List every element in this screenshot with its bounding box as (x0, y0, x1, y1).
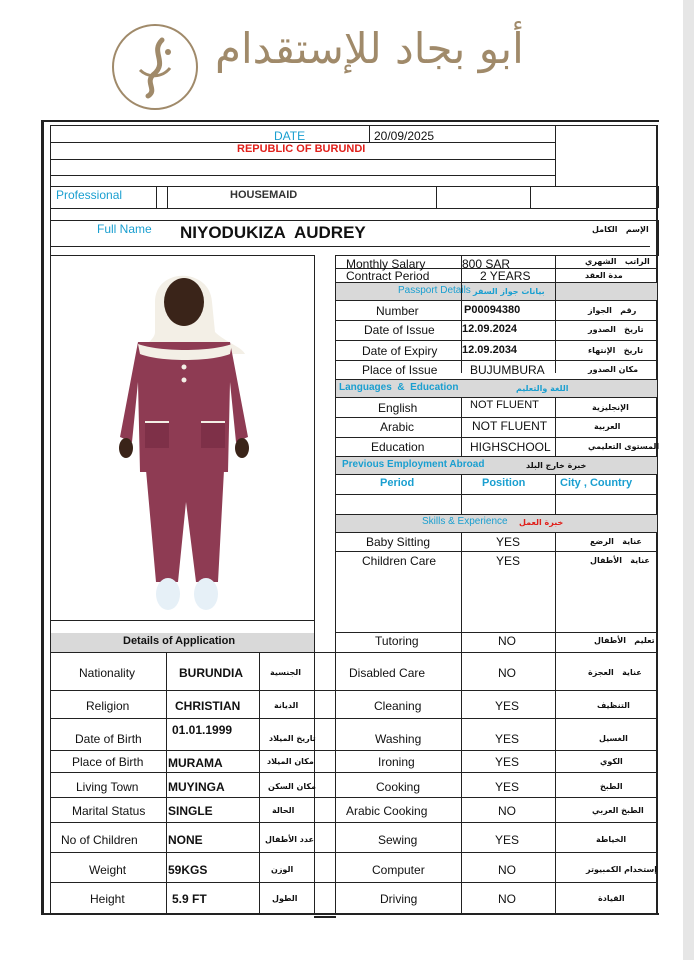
skill-label: Driving (380, 892, 418, 906)
skill-ar: التنظيف (597, 701, 630, 710)
passport-header-ar: بيانات جواز السفر (473, 287, 545, 296)
logo-emblem-icon (110, 22, 200, 112)
skill-value: NO (498, 634, 516, 648)
employment-col-position: Position (482, 477, 526, 489)
salary-label-ar: الراتب الشهري (585, 257, 650, 266)
detail-value: SINGLE (168, 804, 213, 818)
passport-number-ar: رقم الجواز (588, 306, 637, 315)
salary-value: 800 SAR (462, 257, 511, 271)
arabic-label: Arabic (380, 420, 415, 434)
issue-place-value: BUJUMBURA (470, 363, 545, 377)
skill-label: Disabled Care (349, 666, 426, 680)
profession-label: Professional (56, 188, 123, 202)
passport-number-value: P00094380 (464, 304, 521, 316)
detail-ar: الطول (272, 894, 298, 903)
skill-ar: عناية العجزة (588, 668, 642, 677)
skill-label: Children Care (362, 554, 437, 568)
issue-date-value: 12.09.2024 (462, 323, 518, 335)
skill-value: YES (495, 833, 520, 847)
skill-ar: القيادة (598, 894, 625, 903)
skill-ar: الطبخ (600, 782, 623, 791)
education-label: Education (371, 440, 425, 454)
employment-header-ar: خبرة خارج البلد (526, 461, 587, 470)
skill-label: Arabic Cooking (346, 804, 428, 818)
detail-ar: الديانة (274, 701, 299, 710)
detail-label: Living Town (76, 780, 139, 794)
detail-label: Religion (86, 699, 130, 713)
skill-label: Cleaning (374, 699, 422, 713)
expiry-date-ar: تاريخ الإنتهاء (588, 346, 644, 355)
detail-value: MUYINGA (168, 780, 225, 794)
skill-label: Washing (375, 732, 422, 746)
details-header: Details of Application (123, 635, 236, 647)
skill-value: YES (495, 755, 520, 769)
skill-value: YES (496, 535, 521, 549)
skill-ar: عناية الأطفال (590, 556, 650, 565)
employment-col-period: Period (380, 477, 415, 489)
detail-label: Weight (89, 863, 127, 877)
issue-date-label: Date of Issue (364, 323, 435, 337)
arabic-ar: العربية (594, 422, 621, 431)
contract-label-ar: مدة العقد (585, 271, 623, 280)
detail-value: 59KGS (168, 863, 208, 877)
candidate-photo (60, 262, 305, 617)
skill-value: YES (495, 732, 520, 746)
skill-ar: الخياطة (596, 835, 627, 844)
profession-value: HOUSEMAID (230, 189, 298, 201)
languages-header: Languages & Education (339, 382, 459, 393)
issue-date-ar: تاريخ الصدور (588, 325, 644, 334)
skills-header: Skills & Experience (422, 516, 508, 527)
skill-label: Ironing (378, 755, 415, 769)
skill-value: YES (495, 780, 520, 794)
full-name-value: NIYODUKIZA AUDREY (180, 223, 366, 242)
detail-ar: الوزن (271, 865, 294, 874)
skill-value: YES (495, 699, 520, 713)
education-ar: المستوى التعليمي (588, 442, 660, 451)
detail-ar: تاريخ الميلاد (269, 734, 316, 743)
skill-label: Baby Sitting (366, 535, 431, 549)
arabic-value: NOT FLUENT (472, 419, 548, 433)
contract-label: Contract Period (346, 269, 430, 283)
skill-value: NO (498, 804, 516, 818)
english-ar: الإنجليزية (592, 403, 629, 412)
skill-label: Cooking (376, 780, 421, 794)
skill-ar: الطبخ العربي (592, 806, 644, 815)
full-name-label: Full Name (97, 222, 152, 236)
detail-value: 01.01.1999 (172, 723, 233, 737)
expiry-date-label: Date of Expiry (362, 344, 438, 358)
detail-ar: مكان السكن (268, 782, 316, 791)
skill-ar: الكوي (600, 757, 623, 766)
detail-label: Marital Status (72, 804, 146, 818)
employment-header: Previous Employment Abroad (342, 459, 485, 470)
detail-label: Nationality (79, 666, 136, 680)
detail-label: Height (90, 892, 125, 906)
skill-value: NO (498, 892, 516, 906)
skill-value: NO (498, 863, 516, 877)
skill-value: NO (498, 666, 516, 680)
languages-header-ar: اللغة والتعليم (516, 384, 569, 393)
skills-header-ar: خبرة العمل (519, 518, 564, 527)
detail-value: BURUNDIA (179, 666, 243, 680)
expiry-date-value: 12.09.2034 (462, 344, 518, 356)
skill-value: YES (496, 554, 521, 568)
issue-place-ar: مكان الصدور (588, 365, 639, 374)
skill-ar: عناية الرضع (590, 537, 642, 546)
logo-text: أبو بجاد للإستقدام (215, 24, 524, 73)
issue-place-label: Place of Issue (362, 363, 438, 377)
skill-ar: الغسيل (599, 734, 628, 743)
full-name-label-ar: الإسم الكامل (592, 225, 649, 234)
skill-label: Computer (372, 863, 425, 877)
skill-ar: تعليم الأطفال (594, 636, 655, 645)
passport-header: Passport Details (398, 285, 471, 296)
detail-value: NONE (168, 833, 203, 847)
education-value: HIGHSCHOOL (470, 440, 551, 454)
detail-label: No of Children (61, 833, 138, 847)
country-title: REPUBLIC OF BURUNDI (237, 143, 366, 155)
english-label: English (378, 401, 418, 415)
date-value: 20/09/2025 (374, 129, 435, 143)
english-value: NOT FLUENT (470, 399, 539, 411)
detail-ar: الحالة (272, 806, 295, 815)
skill-label: Tutoring (375, 634, 419, 648)
detail-label: Place of Birth (72, 755, 144, 769)
detail-value: 5.9 FT (172, 892, 207, 906)
salary-label: Monthly Salary (346, 257, 426, 271)
detail-value: CHRISTIAN (175, 699, 241, 713)
employment-col-city: City , Country (560, 477, 633, 489)
date-label: DATE (274, 129, 306, 143)
detail-ar: عدد الأطفال (265, 835, 314, 844)
contract-value: 2 YEARS (480, 269, 531, 283)
detail-value: MURAMA (168, 756, 223, 770)
page-shadow (683, 0, 694, 960)
detail-ar: مكان الميلاد (267, 757, 314, 766)
skill-ar: إستخدام الكمبيوتر (586, 865, 657, 874)
passport-number-label: Number (376, 304, 419, 318)
detail-label: Date of Birth (75, 732, 142, 746)
detail-ar: الجنسية (270, 668, 302, 677)
skill-label: Sewing (378, 833, 418, 847)
